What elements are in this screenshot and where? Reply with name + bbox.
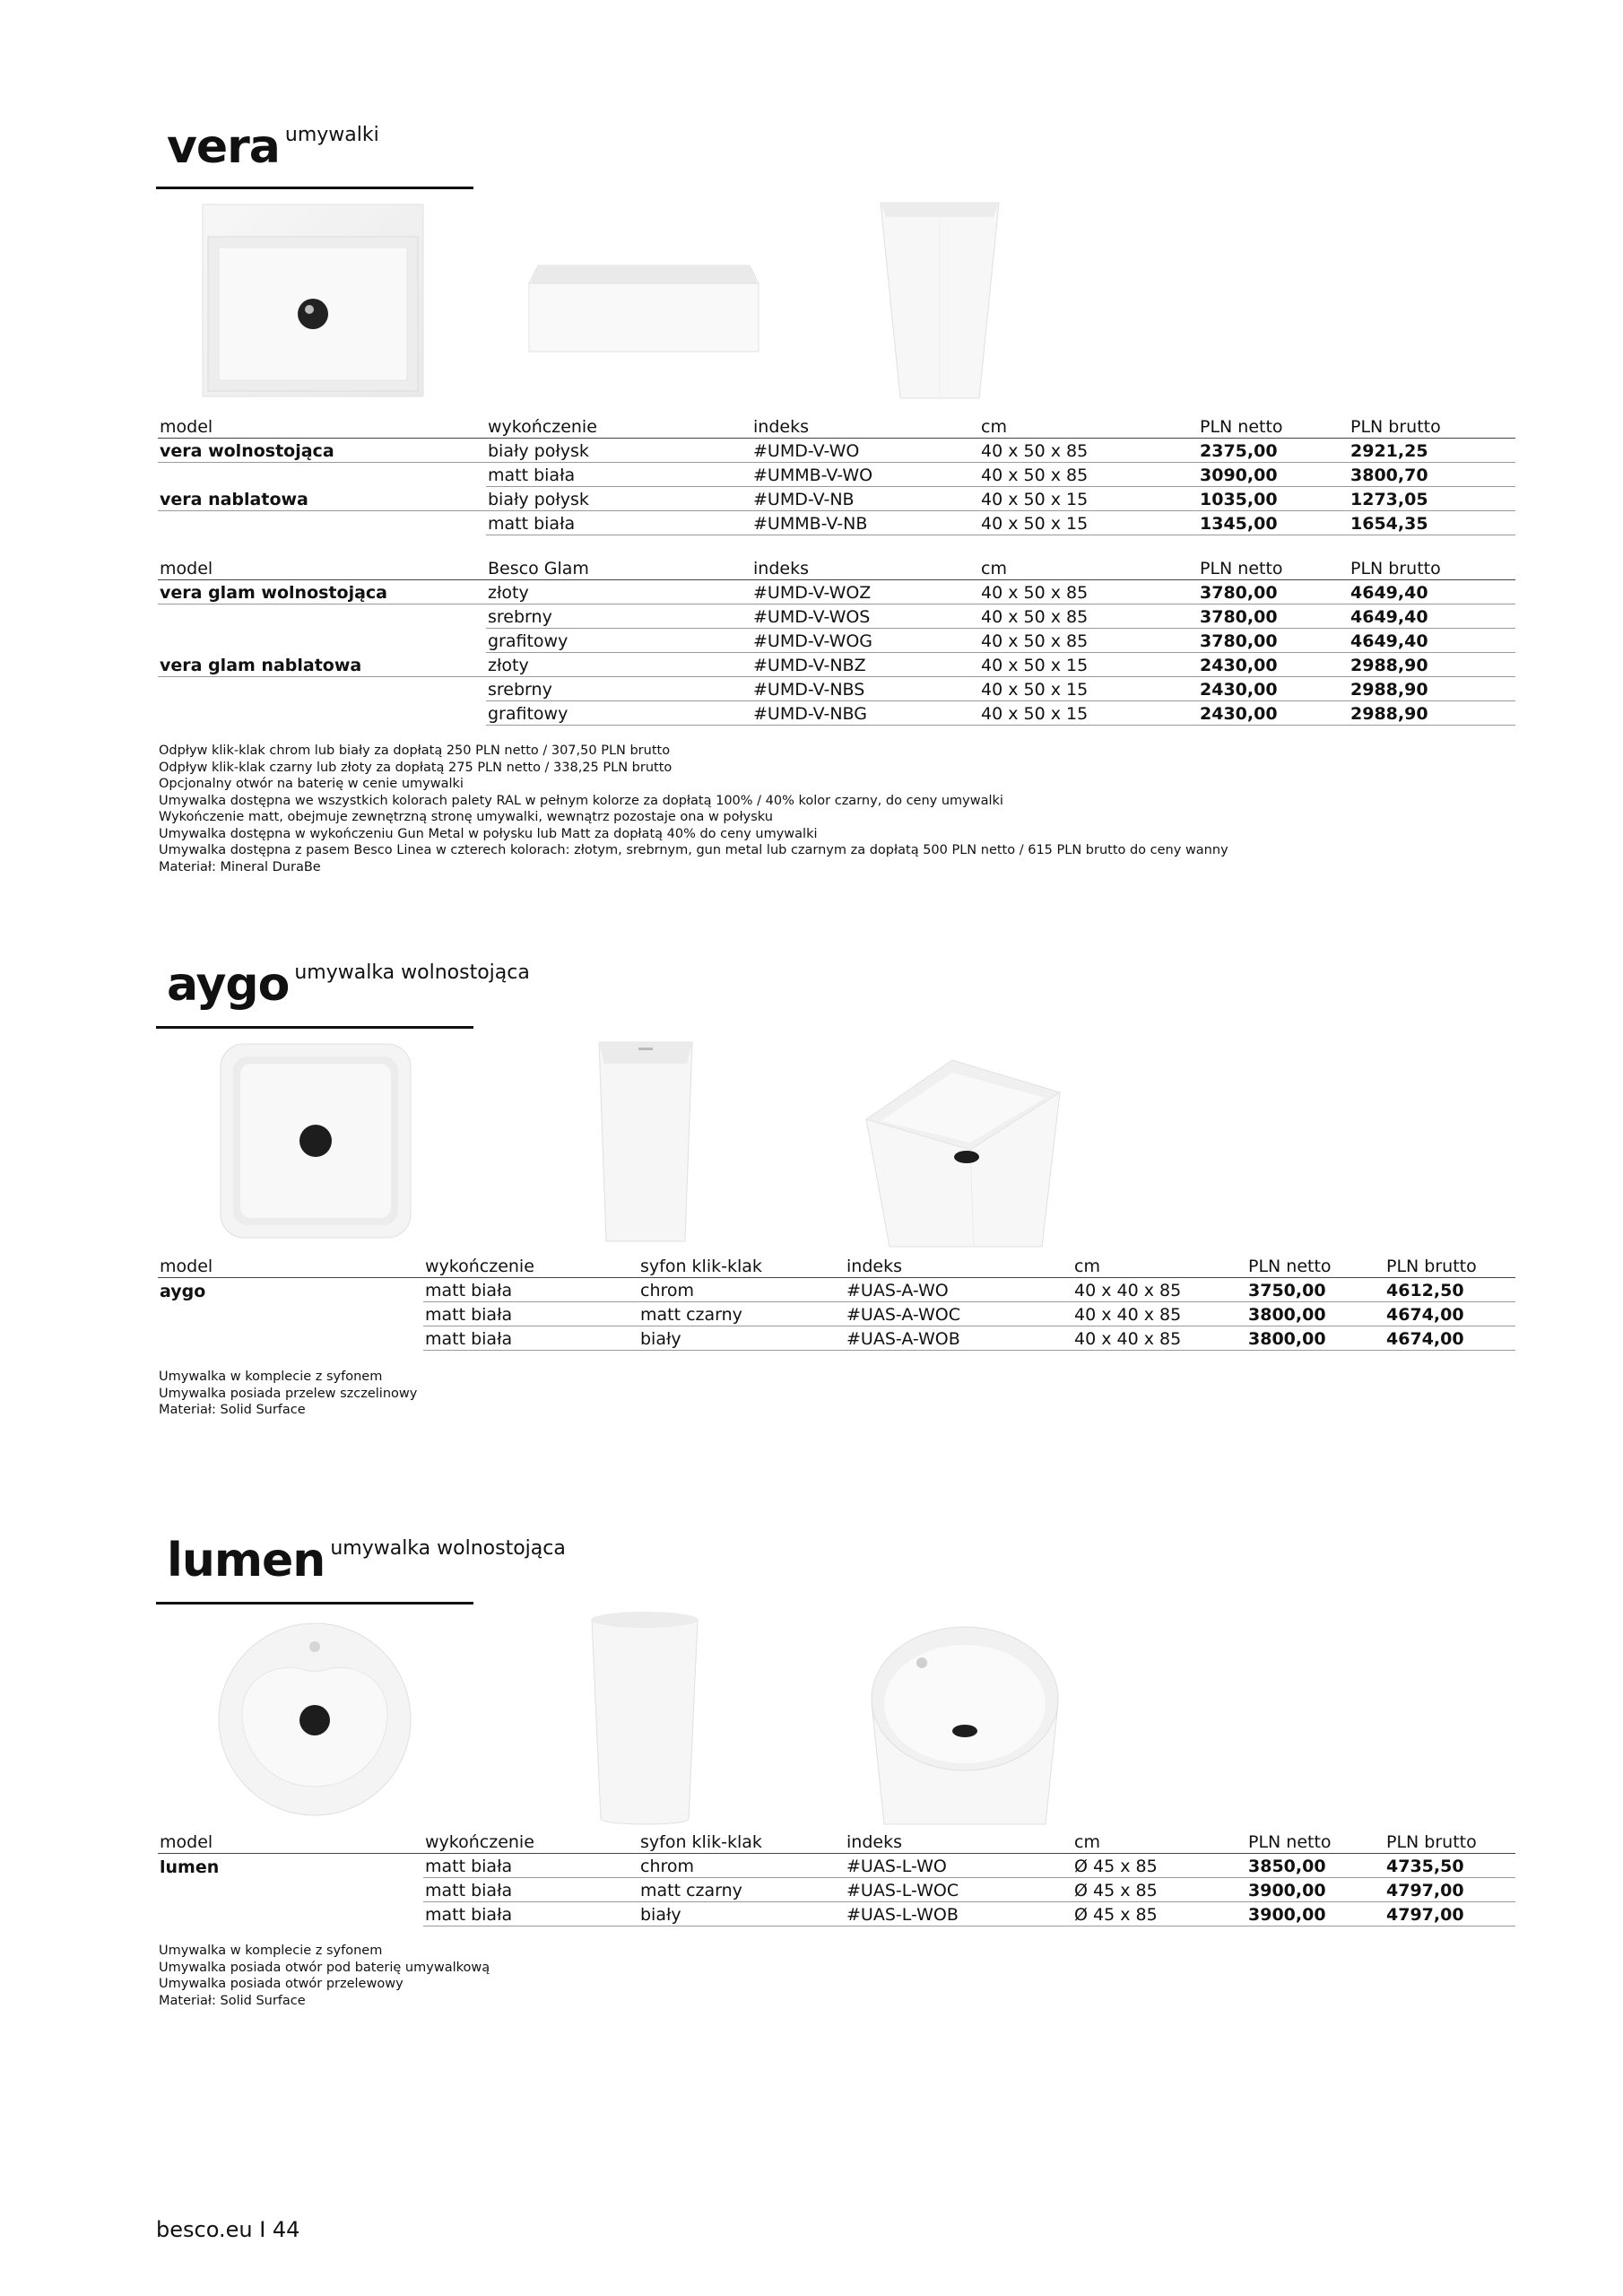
- note-line: Umywalka w komplecie z syfonem: [159, 1944, 383, 1958]
- cm-cell: Ø 45 x 85: [1072, 1854, 1246, 1878]
- table-row: [158, 629, 1515, 653]
- header-index: indeks: [845, 1254, 1072, 1278]
- model-cell: [158, 1902, 423, 1926]
- header-brutto: PLN brutto: [1384, 1830, 1515, 1854]
- cm-cell: 40 x 50 x 15: [979, 653, 1198, 677]
- header-brutto: PLN brutto: [1384, 1254, 1515, 1278]
- lumen-title: lumen: [167, 1534, 325, 1587]
- model-cell: [158, 1878, 423, 1902]
- aygo-notes: [159, 1369, 417, 1419]
- aygo-heading: [167, 958, 530, 1012]
- netto-cell: 3900,00: [1246, 1902, 1384, 1926]
- brutto-cell: 4649,40: [1349, 604, 1515, 629]
- vera-glam-price-table: [158, 556, 1515, 726]
- model-cell: vera nablatowa: [158, 487, 486, 511]
- header-cm: cm: [979, 414, 1198, 439]
- netto-cell: 3780,00: [1198, 629, 1349, 653]
- brutto-cell: 2988,90: [1349, 677, 1515, 701]
- netto-cell: 3800,00: [1246, 1302, 1384, 1326]
- note-line: Odpływ klik-klak chrom lub biały za dopłatą 250 PLN netto / 307,50 PLN brutto: [159, 744, 671, 758]
- model-cell: [158, 1302, 423, 1326]
- syphon-cell: matt czarny: [638, 1878, 845, 1902]
- header-syphon: syfon klik-klak: [638, 1830, 845, 1854]
- netto-cell: 1035,00: [1198, 487, 1349, 511]
- brutto-cell: 1273,05: [1349, 487, 1515, 511]
- lumen-front-view-image: [588, 1607, 701, 1828]
- netto-cell: 2430,00: [1198, 701, 1349, 726]
- index-cell: #UAS-A-WOC: [845, 1302, 1072, 1326]
- brutto-cell: 4797,00: [1384, 1902, 1515, 1926]
- table-row: [158, 1878, 1515, 1902]
- lumen-price-table: [158, 1830, 1515, 1926]
- table-row: [158, 701, 1515, 726]
- table-header: [158, 556, 1515, 580]
- note-line: Umywalka posiada otwór przelewowy: [159, 1977, 404, 1991]
- index-cell: #UMD-V-NBS: [751, 677, 979, 701]
- syphon-cell: biały: [638, 1902, 845, 1926]
- finish-cell: grafitowy: [486, 629, 751, 653]
- model-cell: [158, 629, 486, 653]
- netto-cell: 3780,00: [1198, 604, 1349, 629]
- aygo-top-view-image: [217, 1040, 414, 1241]
- model-cell: [158, 677, 486, 701]
- cm-cell: 40 x 40 x 85: [1072, 1278, 1246, 1302]
- cm-cell: 40 x 50 x 85: [979, 629, 1198, 653]
- header-model: model: [158, 414, 486, 439]
- aygo-perspective-image: [863, 1057, 1063, 1250]
- cm-cell: 40 x 50 x 15: [979, 677, 1198, 701]
- table-row: [158, 653, 1515, 677]
- index-cell: #UMD-V-NBG: [751, 701, 979, 726]
- table-header: [158, 1254, 1515, 1278]
- header-finish: wykończenie: [423, 1254, 638, 1278]
- brutto-cell: 4797,00: [1384, 1878, 1515, 1902]
- finish-cell: srebrny: [486, 677, 751, 701]
- note-line: Materiał: Solid Surface: [159, 1403, 306, 1417]
- page-footer: besco.eu I 44: [156, 2217, 300, 2242]
- finish-cell: matt biała: [423, 1302, 638, 1326]
- aygo-subtitle: umywalka wolnostojąca: [294, 961, 530, 984]
- table-row: [158, 511, 1515, 535]
- finish-cell: matt biała: [486, 511, 751, 535]
- note-line: Materiał: Solid Surface: [159, 1993, 306, 2008]
- syphon-cell: chrom: [638, 1854, 845, 1878]
- index-cell: #UMD-V-NB: [751, 487, 979, 511]
- index-cell: #UMD-V-WOG: [751, 629, 979, 653]
- brutto-cell: 1654,35: [1349, 511, 1515, 535]
- index-cell: #UMMB-V-NB: [751, 511, 979, 535]
- cm-cell: 40 x 50 x 15: [979, 511, 1198, 535]
- table-row: [158, 487, 1515, 511]
- index-cell: #UAS-L-WOB: [845, 1902, 1072, 1926]
- cm-cell: 40 x 50 x 85: [979, 580, 1198, 604]
- header-brutto: PLN brutto: [1349, 414, 1515, 439]
- index-cell: #UMD-V-WO: [751, 439, 979, 463]
- note-line: Umywalka dostępna z pasem Besco Linea w czterech kolorach: złotym, srebrnym, gun metal lub czarnym za dopłatą 500 PLN netto / 615 PLN brutto do ceny wanny: [159, 843, 1228, 857]
- table-row: [158, 1278, 1515, 1302]
- lumen-notes: [159, 1943, 490, 2009]
- vera-countertop-image: [525, 262, 762, 355]
- finish-cell: złoty: [486, 653, 751, 677]
- cm-cell: 40 x 50 x 15: [979, 701, 1198, 726]
- model-cell: [158, 1326, 423, 1351]
- netto-cell: 3900,00: [1246, 1878, 1384, 1902]
- finish-cell: grafitowy: [486, 701, 751, 726]
- aygo-title-rule: [156, 1026, 473, 1029]
- note-line: Umywalka w komplecie z syfonem: [159, 1370, 383, 1384]
- table-row: [158, 677, 1515, 701]
- header-finish: Besco Glam: [486, 556, 751, 580]
- header-cm: cm: [1072, 1254, 1246, 1278]
- table-row: [158, 463, 1515, 487]
- finish-cell: srebrny: [486, 604, 751, 629]
- cm-cell: 40 x 50 x 85: [979, 463, 1198, 487]
- header-netto: PLN netto: [1198, 414, 1349, 439]
- netto-cell: 3800,00: [1246, 1326, 1384, 1351]
- header-finish: wykończenie: [486, 414, 751, 439]
- finish-cell: matt biała: [423, 1854, 638, 1878]
- note-line: Umywalka posiada przelew szczelinowy: [159, 1386, 418, 1401]
- index-cell: #UAS-A-WOB: [845, 1326, 1072, 1351]
- index-cell: #UMD-V-NBZ: [751, 653, 979, 677]
- index-cell: #UMD-V-WOS: [751, 604, 979, 629]
- model-cell: [158, 604, 486, 629]
- syphon-cell: biały: [638, 1326, 845, 1351]
- finish-cell: matt biała: [423, 1326, 638, 1351]
- lumen-heading: [167, 1534, 566, 1587]
- cm-cell: 40 x 40 x 85: [1072, 1326, 1246, 1351]
- header-cm: cm: [1072, 1830, 1246, 1854]
- brutto-cell: 4735,50: [1384, 1854, 1515, 1878]
- header-index: indeks: [751, 556, 979, 580]
- netto-cell: 2430,00: [1198, 653, 1349, 677]
- header-model: model: [158, 1830, 423, 1854]
- header-netto: PLN netto: [1198, 556, 1349, 580]
- finish-cell: biały połysk: [486, 439, 751, 463]
- model-cell: [158, 701, 486, 726]
- header-cm: cm: [979, 556, 1198, 580]
- vera-price-table: [158, 414, 1515, 535]
- cm-cell: 40 x 40 x 85: [1072, 1302, 1246, 1326]
- model-cell: aygo: [160, 1281, 206, 1301]
- table-row: [158, 439, 1515, 463]
- table-row: [158, 1854, 1515, 1878]
- header-brutto: PLN brutto: [1349, 556, 1515, 580]
- header-model: model: [158, 556, 486, 580]
- table-row: [158, 1902, 1515, 1926]
- note-line: Wykończenie matt, obejmuje zewnętrzną stronę umywalki, wewnątrz pozostaje ona w połysku: [159, 810, 773, 824]
- index-cell: #UMD-V-WOZ: [751, 580, 979, 604]
- vera-top-view-image: [199, 201, 427, 400]
- cm-cell: 40 x 50 x 85: [979, 604, 1198, 629]
- index-cell: #UAS-A-WO: [845, 1278, 1072, 1302]
- header-index: indeks: [845, 1830, 1072, 1854]
- brutto-cell: 4649,40: [1349, 580, 1515, 604]
- brutto-cell: 4674,00: [1384, 1326, 1515, 1351]
- note-line: Umywalka dostępna we wszystkich kolorach palety RAL w pełnym kolorze za dopłatą 100% / 40% kolor czarny, do ceny umywalki: [159, 793, 1003, 808]
- cm-cell: 40 x 50 x 85: [979, 439, 1198, 463]
- cm-cell: Ø 45 x 85: [1072, 1878, 1246, 1902]
- brutto-cell: 4674,00: [1384, 1302, 1515, 1326]
- header-index: indeks: [751, 414, 979, 439]
- finish-cell: matt biała: [423, 1878, 638, 1902]
- netto-cell: 3090,00: [1198, 463, 1349, 487]
- index-cell: #UAS-L-WOC: [845, 1878, 1072, 1902]
- brutto-cell: 2988,90: [1349, 701, 1515, 726]
- note-line: Materiał: Mineral DuraBe: [159, 859, 321, 874]
- model-cell: vera glam wolnostojąca: [158, 580, 486, 604]
- brutto-cell: 4612,50: [1384, 1278, 1515, 1302]
- index-cell: #UMMB-V-WO: [751, 463, 979, 487]
- model-cell: [158, 511, 486, 535]
- vera-title-rule: [156, 187, 473, 189]
- vera-heading: [167, 120, 379, 174]
- cm-cell: Ø 45 x 85: [1072, 1902, 1246, 1926]
- finish-cell: biały połysk: [486, 487, 751, 511]
- netto-cell: 1345,00: [1198, 511, 1349, 535]
- vera-title: vera: [167, 120, 280, 174]
- table-header: [158, 414, 1515, 439]
- table-header: [158, 1830, 1515, 1854]
- finish-cell: matt biała: [423, 1902, 638, 1926]
- index-cell: #UAS-L-WO: [845, 1854, 1072, 1878]
- header-model: model: [158, 1254, 423, 1278]
- vera-notes: [159, 743, 1228, 875]
- note-line: Odpływ klik-klak czarny lub złoty za dopłatą 275 PLN netto / 338,25 PLN brutto: [159, 760, 673, 775]
- brutto-cell: 3800,70: [1349, 463, 1515, 487]
- model-cell: vera glam nablatowa: [158, 653, 486, 677]
- brutto-cell: 4649,40: [1349, 629, 1515, 653]
- netto-cell: 3750,00: [1246, 1278, 1384, 1302]
- syphon-cell: matt czarny: [638, 1302, 845, 1326]
- netto-cell: 3850,00: [1246, 1854, 1384, 1878]
- header-syphon: syfon klik-klak: [638, 1254, 845, 1278]
- table-row: [158, 1302, 1515, 1326]
- note-line: Umywalka dostępna w wykończeniu Gun Metal w połysku lub Matt za dopłatą 40% do ceny umywalki: [159, 826, 818, 841]
- aygo-title: aygo: [167, 958, 290, 1012]
- lumen-perspective-image: [866, 1622, 1063, 1828]
- cm-cell: 40 x 50 x 15: [979, 487, 1198, 511]
- finish-cell: złoty: [486, 580, 751, 604]
- vera-subtitle: umywalki: [284, 124, 379, 146]
- netto-cell: 2375,00: [1198, 439, 1349, 463]
- model-cell: vera wolnostojąca: [158, 439, 486, 463]
- finish-cell: matt biała: [486, 463, 751, 487]
- table-row: [158, 604, 1515, 629]
- model-cell: [158, 463, 486, 487]
- table-row: [158, 1326, 1515, 1351]
- brutto-cell: 2988,90: [1349, 653, 1515, 677]
- finish-cell: matt biała: [423, 1278, 638, 1302]
- model-cell: lumen: [160, 1857, 220, 1877]
- netto-cell: 3780,00: [1198, 580, 1349, 604]
- lumen-subtitle: umywalka wolnostojąca: [330, 1537, 566, 1560]
- table-row: [158, 580, 1515, 604]
- header-finish: wykończenie: [423, 1830, 638, 1854]
- brutto-cell: 2921,25: [1349, 439, 1515, 463]
- netto-cell: 2430,00: [1198, 677, 1349, 701]
- aygo-price-table: [158, 1254, 1515, 1351]
- vera-freestanding-image: [879, 199, 1001, 402]
- lumen-title-rule: [156, 1602, 473, 1605]
- header-netto: PLN netto: [1246, 1254, 1384, 1278]
- lumen-top-view-image: [215, 1620, 414, 1819]
- syphon-cell: chrom: [638, 1278, 845, 1302]
- note-line: Umywalka posiada otwór pod baterię umywalkową: [159, 1960, 490, 1975]
- header-netto: PLN netto: [1246, 1830, 1384, 1854]
- aygo-front-view-image: [595, 1039, 696, 1245]
- note-line: Opcjonalny otwór na baterię w cenie umywalki: [159, 777, 464, 791]
